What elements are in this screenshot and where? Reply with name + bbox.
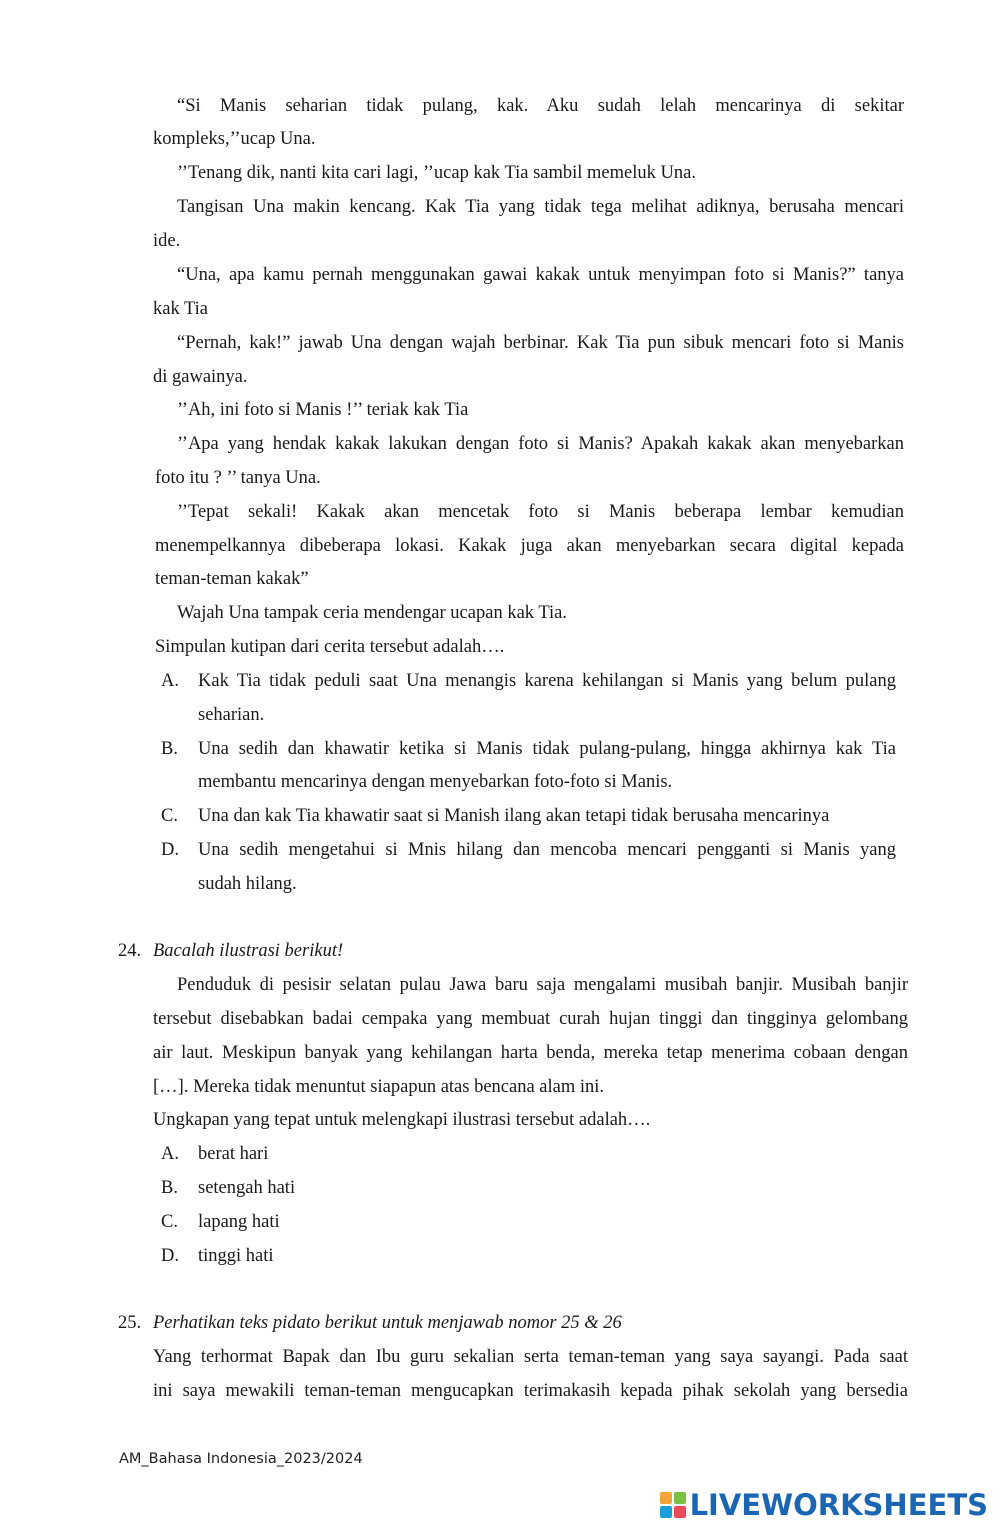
option-text: berat hari bbox=[198, 1144, 269, 1164]
story-line: di gawainya. bbox=[153, 367, 248, 387]
story-line: foto itu ? ’’ tanya Una. bbox=[155, 468, 321, 488]
liveworksheets-brand[interactable] bbox=[660, 1488, 988, 1522]
story-line: ’’Tepat sekali! Kakak akan mencetak foto si Manis beberapa lembar kemudian bbox=[177, 502, 904, 522]
option-letter: B. bbox=[161, 1178, 178, 1198]
option-text: sudah hilang. bbox=[198, 874, 297, 894]
option-letter: C. bbox=[161, 1212, 178, 1232]
option-text: membantu mencarinya dengan menyebarkan foto-foto si Manis. bbox=[198, 772, 673, 792]
illustration-line: Penduduk di pesisir selatan pulau Jawa baru saja mengalami musibah banjir. Musibah banjir bbox=[177, 975, 908, 995]
illustration-line: tersebut disebabkan badai cempaka yang membuat curah hujan tinggi dan tingginya gelombang bbox=[153, 1009, 908, 1029]
logo-square bbox=[660, 1492, 672, 1504]
story-line: ide. bbox=[153, 231, 181, 251]
option-letter: C. bbox=[161, 806, 178, 826]
speech-line: Yang terhormat Bapak dan Ibu guru sekalian serta teman-teman yang saya sayangi. Pada saat bbox=[153, 1347, 908, 1367]
option-letter: B. bbox=[161, 739, 178, 759]
story-line: ’’Ah, ini foto si Manis !’’ teriak kak Tia bbox=[177, 400, 469, 420]
story-line: “Pernah, kak!” jawab Una dengan wajah berbinar. Kak Tia pun sibuk mencari foto si Manis bbox=[177, 333, 904, 353]
option-text: tinggi hati bbox=[198, 1246, 274, 1266]
story-line: “Si Manis seharian tidak pulang, kak. Aku sudah lelah mencarinya di sekitar bbox=[177, 96, 904, 116]
question-number: 25. bbox=[118, 1313, 142, 1333]
illustration-line: […]. Mereka tidak menuntut siapapun atas bencana alam ini. bbox=[153, 1077, 605, 1097]
option-letter: A. bbox=[161, 671, 179, 691]
question-text: Ungkapan yang tepat untuk melengkapi ilustrasi tersebut adalah…. bbox=[153, 1110, 651, 1130]
illustration-line: air laut. Meskipun banyak yang kehilangan harta benda, mereka tetap menerima cobaan dengan bbox=[153, 1043, 908, 1063]
option-letter: D. bbox=[161, 1246, 179, 1266]
option-text: Una sedih mengetahui si Mnis hilang dan mencoba mencari pengganti si Manis yang bbox=[198, 840, 896, 860]
question-number: 24. bbox=[118, 941, 142, 961]
story-line: ’’Tenang dik, nanti kita cari lagi, ’’ucap kak Tia sambil memeluk Una. bbox=[177, 163, 696, 183]
question-instruction: Perhatikan teks pidato berikut untuk menjawab nomor 25 & 26 bbox=[153, 1313, 622, 1333]
story-line: Tangisan Una makin kencang. Kak Tia yang tidak tega melihat adiknya, berusaha mencari bbox=[177, 197, 904, 217]
option-text: Kak Tia tidak peduli saat Una menangis karena kehilangan si Manis yang belum pulang bbox=[198, 671, 896, 691]
option-text: Una dan kak Tia khawatir saat si Manish ilang akan tetapi tidak berusaha mencarinya bbox=[198, 806, 830, 826]
brand-text: LIVEWORKSHEETS bbox=[689, 1488, 988, 1522]
logo-square bbox=[674, 1492, 686, 1504]
option-text: lapang hati bbox=[198, 1212, 280, 1232]
logo-square bbox=[660, 1506, 672, 1518]
page-footer: AM_Bahasa Indonesia_2023/2024 bbox=[119, 1451, 363, 1467]
story-line: kak Tia bbox=[153, 299, 209, 319]
option-letter: D. bbox=[161, 840, 179, 860]
story-line: kompleks,’’ucap Una. bbox=[153, 129, 316, 149]
option-text: seharian. bbox=[198, 705, 265, 725]
story-line: Wajah Una tampak ceria mendengar ucapan kak Tia. bbox=[177, 603, 567, 623]
question-text: Simpulan kutipan dari cerita tersebut adalah…. bbox=[155, 637, 505, 657]
logo-square bbox=[674, 1506, 686, 1518]
option-text: setengah hati bbox=[198, 1178, 296, 1198]
question-instruction: Bacalah ilustrasi berikut! bbox=[153, 941, 344, 961]
story-line: teman-teman kakak” bbox=[155, 569, 309, 589]
option-text: Una sedih dan khawatir ketika si Manis tidak pulang-pulang, hingga akhirnya kak Tia bbox=[198, 739, 896, 759]
story-line: menempelkannya dibeberapa lokasi. Kakak juga akan menyebarkan secara digital kepada bbox=[155, 536, 904, 556]
story-line: ’’Apa yang hendak kakak lakukan dengan foto si Manis? Apakah kakak akan menyebarkan bbox=[177, 434, 904, 454]
option-letter: A. bbox=[161, 1144, 179, 1164]
speech-line: ini saya mewakili teman-teman mengucapkan terimakasih kepada pihak sekolah yang bersedia bbox=[153, 1381, 908, 1401]
story-line: “Una, apa kamu pernah menggunakan gawai kakak untuk menyimpan foto si Manis?” tanya bbox=[177, 265, 904, 285]
liveworksheets-logo-icon bbox=[660, 1492, 686, 1518]
